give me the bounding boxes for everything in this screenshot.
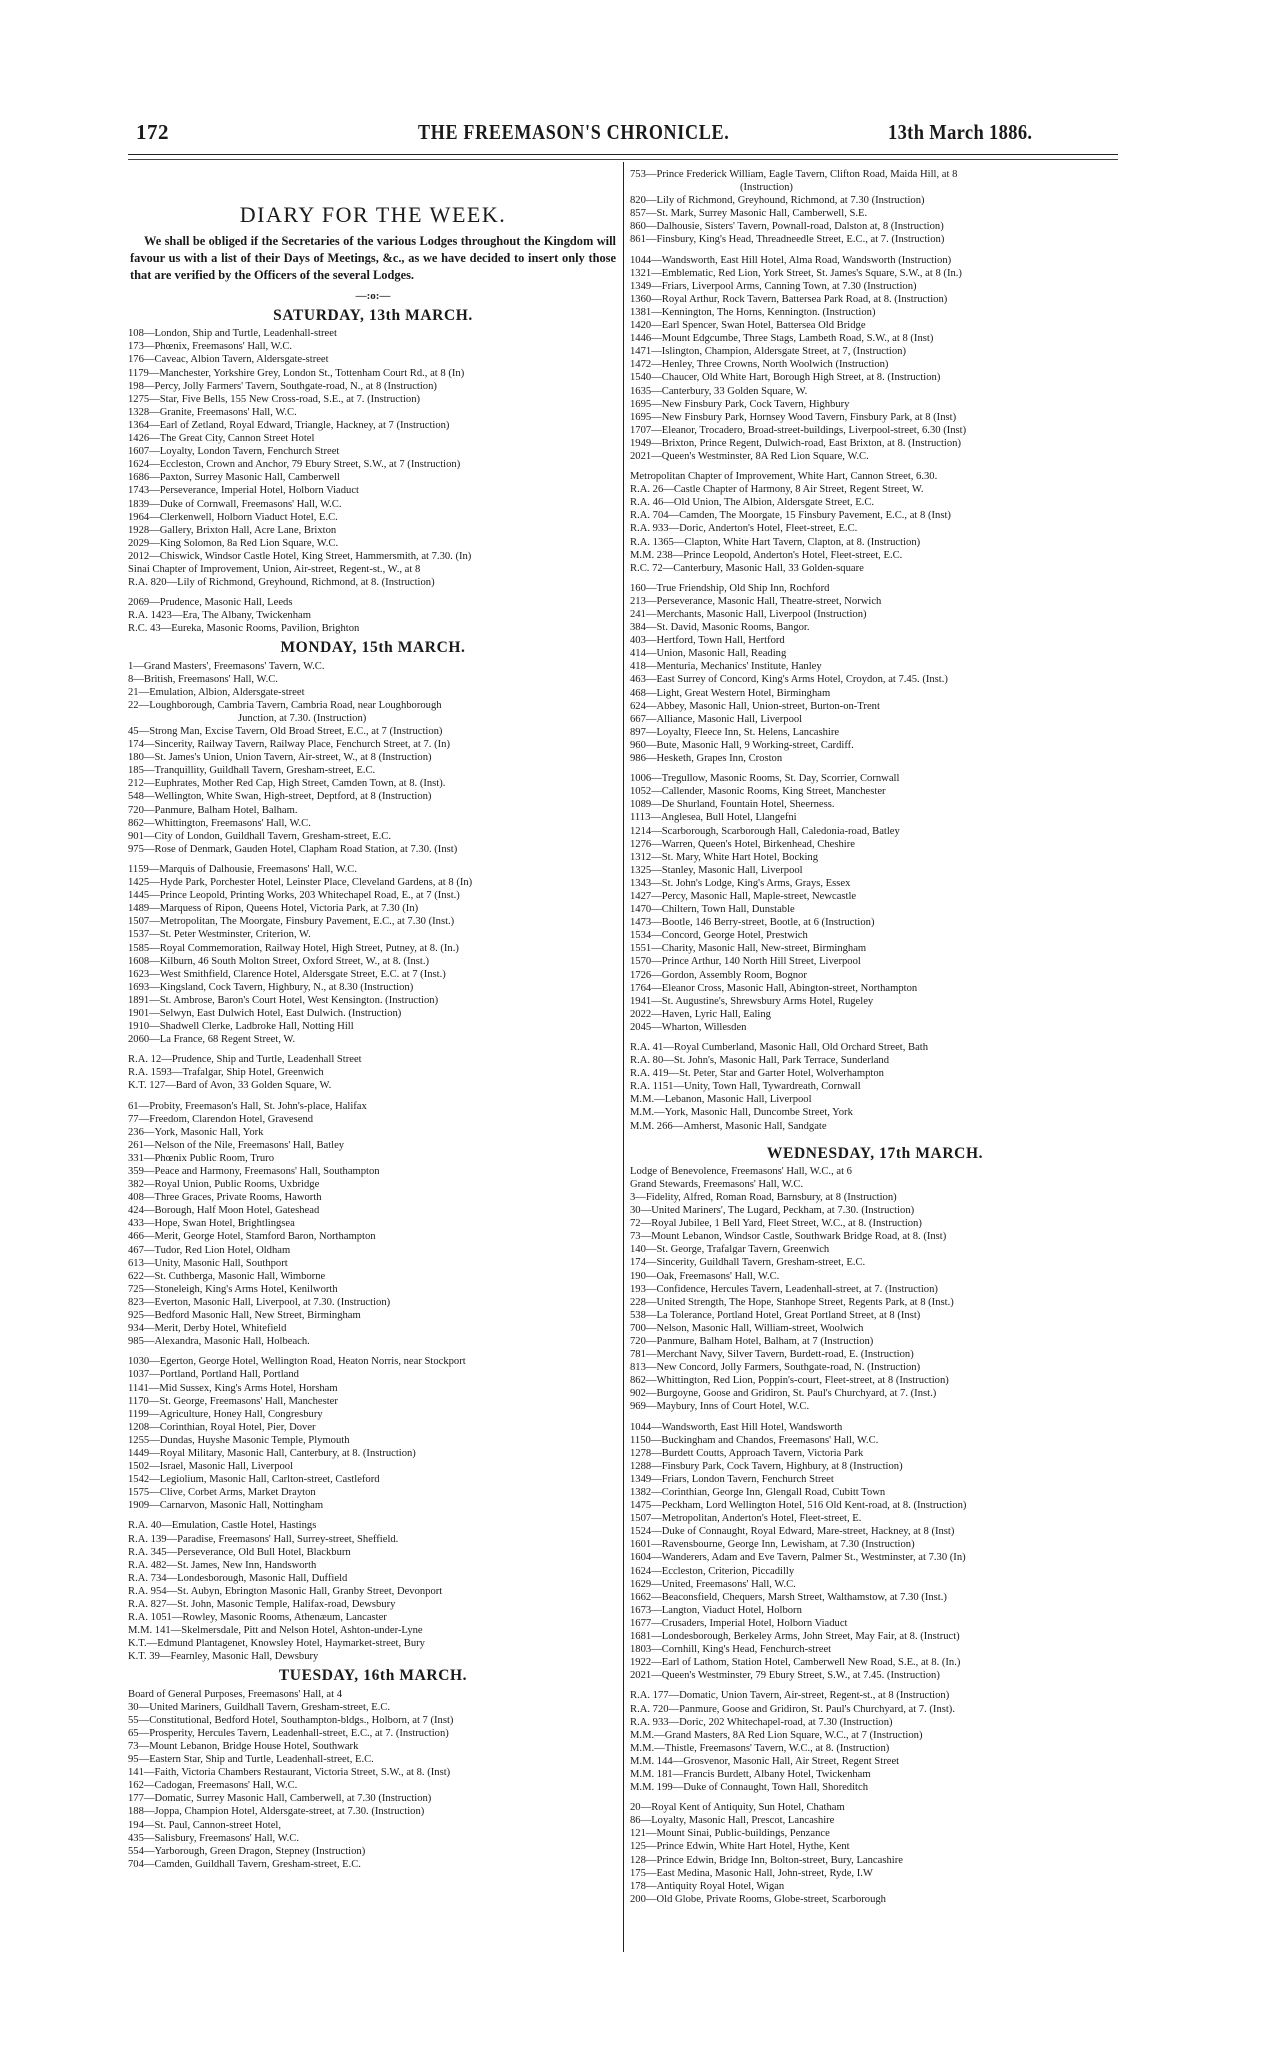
lodge-listing: 1472—Henley, Three Crowns, North Woolwich (Instruction)	[630, 359, 889, 371]
lodge-listing: R.A. 46—Old Union, The Albion, Aldersgate Street, E.C.	[630, 497, 875, 509]
lodge-listing: Junction, at 7.30. (Instruction)	[238, 712, 367, 724]
lodge-listing: R.A. 177—Domatic, Union Tavern, Air-street, Regent-st., at 8 (Instruction)	[630, 1690, 950, 1702]
lodge-listing: Grand Stewards, Freemasons' Hall, W.C.	[630, 1178, 804, 1190]
lodge-listing: 30—United Mariners, Guildhall Tavern, Gresham-street, E.C.	[128, 1701, 391, 1713]
lodge-listing: 121—Mount Sinai, Public-buildings, Penzance	[630, 1828, 830, 1840]
diary-intro: We shall be obliged if the Secretaries of the various Lodges throughout the Kingdom will favour us with a list of their Days of Meetings, &c., as we have decided to insert only those that are verified by the Officers of the several Lodges.	[130, 234, 616, 283]
group-gap	[630, 575, 1120, 582]
lodge-listing: 1662—Beaconsfield, Chequers, Marsh Street, Walthamstow, at 7.30 (Inst.)	[630, 1591, 947, 1603]
lodge-listing: R.A. 933—Doric, 202 Whitechapel-road, at 7.30 (Instruction)	[630, 1716, 893, 1728]
lodge-listing: (Instruction)	[740, 182, 793, 194]
lodge-listing: R.A. 1151—Unity, Town Hall, Tywardreath, Cornwall	[630, 1081, 861, 1093]
lodge-listing: 1349—Friars, London Tavern, Fenchurch Street	[630, 1473, 834, 1485]
lodge-listing: 175—East Medina, Masonic Hall, John-street, Ryde, I.W	[630, 1867, 873, 1879]
lodge-listing: 331—Phœnix Public Room, Truro	[128, 1152, 274, 1164]
lodge-listing: 820—Lily of Richmond, Greyhound, Richmond, at 7.30 (Instruction)	[630, 195, 925, 207]
lodge-listing: 55—Constitutional, Bedford Hotel, Southampton-bldgs., Holborn, at 7 (Inst)	[128, 1714, 454, 1726]
lodge-listing: 1006—Tregullow, Masonic Rooms, St. Day, Scorrier, Cornwall	[630, 773, 900, 785]
lodge-listing: R.A. 933—Doric, Anderton's Hotel, Fleet-street, E.C.	[630, 523, 858, 535]
group-gap	[630, 1794, 1120, 1801]
lodge-listing: 985—Alexandra, Masonic Hall, Holbeach.	[128, 1336, 310, 1348]
lodge-listing: 213—Perseverance, Masonic Hall, Theatre-street, Norwich	[630, 595, 882, 607]
lodge-listing: 622—St. Cuthberga, Masonic Hall, Wimborne	[128, 1270, 326, 1282]
lodge-listing: 2012—Chiswick, Windsor Castle Hotel, King Street, Hammersmith, at 7.30. (In)	[128, 550, 472, 562]
lodge-listing: 1743—Perseverance, Imperial Hotel, Holborn Viaduct	[128, 485, 359, 497]
lodge-listing: 141—Faith, Victoria Chambers Restaurant, Victoria Street, S.W., at 8. (Inst)	[128, 1767, 451, 1779]
lodge-listing: 667—Alliance, Masonic Hall, Liverpool	[630, 713, 803, 725]
lodge-listing: 30—United Mariners', The Lugard, Peckham, at 7.30. (Instruction)	[630, 1205, 915, 1217]
lodge-listing: 902—Burgoyne, Goose and Gridiron, St. Paul's Churchyard, at 7. (Inst.)	[630, 1388, 937, 1400]
lodge-listing: R.C. 72—Canterbury, Masonic Hall, 33 Golden-square	[630, 562, 864, 574]
lodge-listing: R.A. 734—Londesborough, Masonic Hall, Duffield	[128, 1572, 348, 1584]
lodge-listing: 236—York, Masonic Hall, York	[128, 1126, 264, 1138]
lodge-listing: 1470—Chiltern, Town Hall, Dunstable	[630, 904, 795, 916]
lodge-listing: 725—Stoneleigh, King's Arms Hotel, Kenilworth	[128, 1283, 338, 1295]
lodge-listing: 1208—Corinthian, Royal Hotel, Pier, Dover	[128, 1421, 316, 1433]
lodge-listing: 1089—De Shurland, Fountain Hotel, Sheerness.	[630, 799, 835, 811]
lodge-listing: 897—Loyalty, Fleece Inn, St. Helens, Lancashire	[630, 726, 840, 738]
lodge-listing: 1426—The Great City, Cannon Street Hotel	[128, 433, 315, 445]
group-gap	[630, 463, 1120, 470]
group-gap	[128, 856, 618, 863]
lodge-listing: 1255—Dundas, Huyshe Masonic Temple, Plymouth	[128, 1434, 350, 1446]
lodge-listing: 403—Hertford, Town Hall, Hertford	[630, 635, 785, 647]
lodge-listing: 960—Bute, Masonic Hall, 9 Working-street, Cardiff.	[630, 739, 854, 751]
day-heading-tuesday: TUESDAY, 16th MARCH.	[278, 1667, 468, 1685]
lodge-listing: 1677—Crusaders, Imperial Hotel, Holborn Viaduct	[630, 1617, 848, 1629]
lodge-listing: 21—Emulation, Albion, Aldersgate-street	[128, 686, 305, 698]
lodge-listing: 1159—Marquis of Dalhousie, Freemasons' Hall, W.C.	[128, 863, 357, 875]
lodge-listing: R.A. 40—Emulation, Castle Hotel, Hastings	[128, 1520, 317, 1532]
lodge-listing: K.T. 39—Fearnley, Masonic Hall, Dewsbury	[128, 1651, 319, 1663]
lodge-listing: 194—St. Paul, Cannon-street Hotel,	[128, 1819, 282, 1831]
lodge-listing: 1726—Gordon, Assembly Room, Bognor	[630, 969, 807, 981]
lodge-listing: 73—Mount Lebanon, Windsor Castle, Southwark Bridge Road, at 8. (Inst)	[630, 1231, 947, 1243]
lodge-listing: 1445—Prince Leopold, Printing Works, 203 Whitechapel Road, E., at 7 (Inst.)	[128, 890, 460, 902]
lodge-listing: 174—Sincerity, Guildhall Tavern, Gresham-street, E.C.	[630, 1257, 866, 1269]
lodge-listing: 466—Merit, George Hotel, Stamford Baron, Northampton	[128, 1231, 376, 1243]
lodge-listing: 1624—Eccleston, Criterion, Piccadilly	[630, 1565, 795, 1577]
lodge-listing: R.A. 26—Castle Chapter of Harmony, 8 Air Street, Regent Street, W.	[630, 484, 924, 496]
lodge-listing: 925—Bedford Masonic Hall, New Street, Birmingham	[128, 1310, 361, 1322]
lodge-listing: 1381—Kennington, The Horns, Kennington. (Instruction)	[630, 306, 876, 318]
lodge-listing: 704—Camden, Guildhall Tavern, Gresham-street, E.C.	[128, 1858, 361, 1870]
lodge-listing: 1524—Duke of Connaught, Royal Edward, Mare-street, Hackney, at 8 (Inst)	[630, 1526, 955, 1538]
lodge-listing: 1910—Shadwell Clerke, Ladbroke Hall, Notting Hill	[128, 1021, 354, 1033]
lodge-listing: 173—Phœnix, Freemasons' Hall, W.C.	[128, 341, 293, 353]
lodge-listing: 1382—Corinthian, George Inn, Glengall Road, Cubitt Town	[630, 1487, 886, 1498]
lodge-listing: 1141—Mid Sussex, King's Arms Hotel, Horsham	[128, 1382, 338, 1394]
lodge-listing: M.M.—Lebanon, Masonic Hall, Liverpool	[630, 1094, 812, 1106]
diary-title: DIARY FOR THE WEEK.	[239, 202, 507, 227]
lodge-listing: 613—Unity, Masonic Hall, Southport	[128, 1257, 288, 1269]
lodge-listing: M.M. 141—Skelmersdale, Pitt and Nelson Hotel, Ashton-under-Lyne	[128, 1625, 423, 1637]
lodge-listing: R.A. 820—Lily of Richmond, Greyhound, Richmond, at 8. (Instruction)	[128, 577, 435, 589]
lodge-listing: 8—British, Freemasons' Hall, W.C.	[128, 673, 278, 685]
lodge-listing: R.A. 80—St. John's, Masonic Hall, Park Terrace, Sunderland	[630, 1055, 890, 1067]
lodge-listing: 435—Salisbury, Freemasons' Hall, W.C.	[128, 1832, 300, 1844]
lodge-listing: 1179—Manchester, Yorkshire Grey, London St., Tottenham Court Rd., at 8 (In)	[128, 367, 465, 379]
lodge-listing: 1601—Ravensbourne, George Inn, Lewisham, at 7.30 (Instruction)	[630, 1539, 915, 1551]
lodge-listing: 1635—Canterbury, 33 Golden Square, W.	[630, 385, 808, 397]
lodge-listing: 1489—Marquess of Ripon, Queens Hotel, Victoria Park, at 7.30 (In)	[128, 903, 419, 915]
lodge-listing: 1044—Wandsworth, East Hill Hotel, Alma Road, Wandsworth (Instruction)	[630, 254, 952, 266]
lodge-listing: 198—Percy, Jolly Farmers' Tavern, Southgate-road, N., at 8 (Instruction)	[128, 380, 437, 392]
lodge-listing: 1540—Chaucer, Old White Hart, Borough High Street, at 8. (Instruction)	[630, 372, 941, 384]
lodge-listing: 1044—Wandsworth, East Hill Hotel, Wandsworth	[630, 1421, 843, 1433]
lodge-listing: M.M. 181—Francis Burdett, Albany Hotel, Twickenham	[630, 1768, 871, 1780]
lodge-listing: 384—St. David, Masonic Rooms, Bangor.	[630, 622, 810, 634]
lodge-listing: 1623—West Smithfield, Clarence Hotel, Aldersgate Street, E.C. at 7 (Inst.)	[128, 968, 446, 980]
lodge-listing: 468—Light, Great Western Hotel, Birmingham	[630, 687, 831, 699]
lodge-listing: 1673—Langton, Viaduct Hotel, Holborn	[630, 1604, 802, 1616]
lodge-listing: M.M. 199—Duke of Connaught, Town Hall, Shoreditch	[630, 1782, 868, 1794]
lodge-listing: 862—Whittington, Freemasons' Hall, W.C.	[128, 817, 311, 829]
lodge-listing: 700—Nelson, Masonic Hall, William-street, Woolwich	[630, 1322, 864, 1334]
lodge-listing: 95—Eastern Star, Ship and Turtle, Leadenhall-street, E.C.	[128, 1754, 374, 1766]
lodge-listing: 1312—St. Mary, White Hart Hotel, Bocking	[630, 851, 819, 863]
lodge-listing: 1839—Duke of Cornwall, Freemasons' Hall, W.C.	[128, 498, 342, 510]
lodge-listing: 624—Abbey, Masonic Hall, Union-street, Burton-on-Trent	[630, 700, 880, 712]
lodge-listing: 424—Borough, Half Moon Hotel, Gateshead	[128, 1205, 320, 1217]
lodge-listing: 108—London, Ship and Turtle, Leadenhall-street	[128, 328, 337, 340]
lodge-listing: 1608—Kilburn, 46 South Molton Street, Oxford Street, W., at 8. (Inst.)	[128, 955, 430, 967]
lodge-listing: 1764—Eleanor Cross, Masonic Hall, Abington-street, Northampton	[630, 982, 918, 994]
lodge-listing: 20—Royal Kent of Antiquity, Sun Hotel, Chatham	[630, 1802, 845, 1814]
saturday-listings	[128, 327, 618, 635]
lodge-listing: 975—Rose of Denmark, Gauden Hotel, Clapham Road Station, at 7.30. (Inst)	[128, 843, 458, 855]
lodge-listing: 185—Tranquillity, Guildhall Tavern, Gresham-street, E.C.	[128, 765, 376, 777]
lodge-listing: 1707—Eleanor, Trocadero, Broad-street-buildings, Liverpool-street, 6.30 (Inst)	[630, 424, 967, 436]
lodge-listing: R.A. 1593—Trafalgar, Ship Hotel, Greenwich	[128, 1067, 324, 1079]
lodge-listing: 1321—Emblematic, Red Lion, York Street, St. James's Square, S.W., at 8 (In.)	[630, 267, 962, 279]
group-gap	[128, 589, 618, 596]
lodge-listing: 3—Fidelity, Alfred, Roman Road, Barnsbury, at 8 (Instruction)	[630, 1191, 897, 1203]
lodge-listing: 160—True Friendship, Old Ship Inn, Rochford	[630, 582, 830, 594]
group-gap	[128, 1046, 618, 1053]
lodge-listing: 1449—Royal Military, Masonic Hall, Canterbury, at 8. (Instruction)	[128, 1447, 416, 1459]
lodge-listing: 1964—Clerkenwell, Holborn Viaduct Hotel, E.C.	[128, 511, 338, 523]
lodge-listing: 720—Panmure, Balham Hotel, Balham, at 7 (Instruction)	[630, 1335, 874, 1347]
lodge-listing: 1150—Buckingham and Chandos, Freemasons' Hall, W.C.	[630, 1434, 879, 1446]
lodge-listing: 1507—Metropolitan, Anderton's Hotel, Fleet-street, E.	[630, 1513, 862, 1525]
lodge-listing: 823—Everton, Masonic Hall, Liverpool, at 7.30. (Instruction)	[128, 1296, 391, 1308]
lodge-listing: 1343—St. John's Lodge, King's Arms, Grays, Essex	[630, 877, 851, 889]
lodge-listing: 1420—Earl Spencer, Swan Hotel, Battersea Old Bridge	[630, 320, 866, 332]
lodge-listing: 188—Joppa, Champion Hotel, Aldersgate-street, at 7.30. (Instruction)	[128, 1806, 425, 1818]
lodge-listing: 1—Grand Masters', Freemasons' Tavern, W.C.	[128, 660, 325, 672]
lodge-listing: 1909—Carnarvon, Masonic Hall, Nottingham	[128, 1500, 324, 1512]
lodge-listing: 414—Union, Masonic Hall, Reading	[630, 648, 787, 660]
lodge-listing: 1199—Agriculture, Honey Hall, Congresbury	[128, 1408, 323, 1420]
day-heading-monday: MONDAY, 15th MARCH.	[280, 639, 466, 657]
lodge-listing: R.A. 720—Panmure, Goose and Gridiron, St. Paul's Churchyard, at 7. (Inst).	[630, 1703, 955, 1715]
lodge-listing: 720—Panmure, Balham Hotel, Balham.	[128, 804, 298, 816]
tuesday-listings-continued	[630, 168, 1120, 1133]
left-column	[128, 168, 618, 1871]
lodge-listing: 1941—St. Augustine's, Shrewsbury Arms Hotel, Rugeley	[630, 995, 874, 1007]
lodge-listing: 1607—Loyalty, London Tavern, Fenchurch Street	[128, 446, 340, 458]
lodge-listing: 125—Prince Edwin, White Hart Hotel, Hythe, Kent	[630, 1841, 850, 1853]
lodge-listing: 1113—Anglesea, Bull Hotel, Llangefni	[630, 812, 797, 824]
lodge-listing: 359—Peace and Harmony, Freemasons' Hall, Southampton	[128, 1166, 380, 1177]
lodge-listing: M.M.—Grand Masters, 8A Red Lion Square, W.C., at 7 (Instruction)	[630, 1729, 923, 1741]
lodge-listing: 1275—Star, Five Bells, 155 New Cross-road, S.E., at 7. (Instruction)	[128, 393, 421, 405]
lodge-listing: 418—Menturia, Mechanics' Institute, Hanley	[630, 661, 822, 673]
lodge-listing: 901—City of London, Guildhall Tavern, Gresham-street, E.C.	[128, 830, 391, 842]
lodge-listing: 1537—St. Peter Westminster, Criterion, W.	[128, 929, 311, 941]
lodge-listing: 2069—Prudence, Masonic Hall, Leeds	[128, 597, 293, 609]
lodge-listing: 180—St. James's Union, Union Tavern, Air-street, W., at 8 (Instruction)	[128, 752, 432, 764]
lodge-listing: 1471—Islington, Champion, Aldersgate Street, at 7, (Instruction)	[630, 346, 906, 358]
lodge-listing: 467—Tudor, Red Lion Hotel, Oldham	[128, 1244, 291, 1256]
lodge-listing: 1575—Clive, Corbet Arms, Market Drayton	[128, 1487, 316, 1499]
lodge-listing: 1585—Royal Commemoration, Railway Hotel, High Street, Putney, at 8. (In.)	[128, 942, 459, 954]
lodge-listing: 862—Whittington, Red Lion, Poppin's-court, Fleet-street, at 8 (Instruction)	[630, 1375, 949, 1387]
lodge-listing: 1686—Paxton, Surrey Masonic Hall, Camberwell	[128, 472, 340, 484]
lodge-listing: 1803—Cornhill, King's Head, Fenchurch-street	[630, 1644, 832, 1656]
group-gap	[630, 1034, 1120, 1041]
lodge-listing: 1364—Earl of Zetland, Royal Edward, Triangle, Hackney, at 7 (Instruction)	[128, 419, 450, 431]
lodge-listing: 813—New Concord, Jolly Farmers, Southgate-road, N. (Instruction)	[630, 1362, 921, 1374]
lodge-listing: 200—Old Globe, Private Rooms, Globe-street, Scarborough	[630, 1893, 886, 1905]
lodge-listing: 1542—Legiolium, Masonic Hall, Carlton-street, Castleford	[128, 1474, 380, 1486]
lodge-listing: M.M. 266—Amherst, Masonic Hall, Sandgate	[630, 1120, 827, 1132]
lodge-listing: Sinai Chapter of Improvement, Union, Air-street, Regent-st., W., at 8	[128, 563, 421, 575]
tuesday-listings	[128, 1688, 618, 1871]
lodge-listing: Board of General Purposes, Freemasons' Hall, at 4	[128, 1688, 343, 1700]
lodge-listing: M.M. 238—Prince Leopold, Anderton's Hotel, Fleet-street, E.C.	[630, 549, 903, 561]
lodge-listing: 177—Domatic, Surrey Masonic Hall, Camberwell, at 7.30 (Instruction)	[128, 1793, 432, 1805]
lodge-listing: 1570—Prince Arthur, 140 North Hill Street, Liverpool	[630, 956, 861, 968]
lodge-listing: 2060—La France, 68 Regent Street, W.	[128, 1034, 296, 1046]
header-rule	[128, 154, 1118, 160]
lodge-listing: 463—East Surrey of Concord, King's Arms Hotel, Croydon, at 7.45. (Inst.)	[630, 674, 948, 686]
lodge-listing: 753—Prince Frederick William, Eagle Tavern, Clifton Road, Maida Hill, at 8	[630, 169, 958, 180]
lodge-listing: 1325—Stanley, Masonic Hall, Liverpool	[630, 864, 803, 876]
lodge-listing: 1693—Kingsland, Cock Tavern, Highbury, N., at 8.30 (Instruction)	[128, 981, 414, 993]
lodge-listing: 781—Merchant Navy, Silver Tavern, Burdett-road, E. (Instruction)	[630, 1349, 914, 1361]
lodge-listing: 2022—Haven, Lyric Hall, Ealing	[630, 1008, 771, 1020]
lodge-listing: 228—United Strength, The Hope, Stanhope Street, Regents Park, at 8 (Inst.)	[630, 1296, 954, 1308]
group-gap	[630, 247, 1120, 254]
lodge-listing: 986—Hesketh, Grapes Inn, Croston	[630, 753, 783, 765]
issue-date: 13th March 1886.	[888, 120, 1033, 144]
lodge-listing: 1425—Hyde Park, Porchester Hotel, Leinster Place, Cleveland Gardens, at 8 (In)	[128, 877, 473, 889]
lodge-listing: 1695—New Finsbury Park, Hornsey Wood Tavern, Finsbury Park, at 8 (Inst)	[630, 411, 957, 423]
lodge-listing: 140—St. George, Trafalgar Tavern, Greenwich	[630, 1244, 830, 1256]
lodge-listing: 2021—Queen's Westminster, 8A Red Lion Square, W.C.	[630, 450, 869, 462]
lodge-listing: 433—Hope, Swan Hotel, Brightlingsea	[128, 1218, 295, 1230]
lodge-listing: R.A. 1423—Era, The Albany, Twickenham	[128, 610, 311, 622]
lodge-listing: 45—Strong Man, Excise Tavern, Old Broad Street, E.C., at 7 (Instruction)	[128, 726, 443, 737]
lodge-listing: 2021—Queen's Westminster, 79 Ebury Street, S.W., at 7.45. (Instruction)	[630, 1670, 940, 1682]
lodge-listing: M.M.—Thistle, Freemasons' Tavern, W.C., at 8. (Instruction)	[630, 1742, 890, 1754]
lodge-listing: 1473—Bootle, 146 Berry-street, Bootle, at 6 (Instruction)	[630, 917, 875, 929]
lodge-listing: 1170—St. George, Freemasons' Hall, Manchester	[128, 1395, 338, 1407]
lodge-listing: R.A. 704—Camden, The Moorgate, 15 Finsbury Pavement, E.C., at 8 (Inst)	[630, 510, 951, 522]
lodge-listing: 1507—Metropolitan, The Moorgate, Finsbury Pavement, E.C., at 7.30 (Inst.)	[128, 916, 455, 928]
lodge-listing: 861—Finsbury, King's Head, Threadneedle Street, E.C., at 7. (Instruction)	[630, 234, 945, 246]
lodge-listing: R.A. 482—St. James, New Inn, Handsworth	[128, 1559, 317, 1571]
lodge-listing: 1475—Peckham, Lord Wellington Hotel, 516 Old Kent-road, at 8. (Instruction)	[630, 1500, 967, 1512]
lodge-listing: 1502—Israel, Masonic Hall, Liverpool	[128, 1461, 294, 1473]
lodge-listing: 1534—Concord, George Hotel, Prestwich	[630, 930, 808, 942]
day-heading-saturday: SATURDAY, 13th MARCH.	[273, 307, 473, 325]
page-number: 172	[136, 120, 169, 144]
publication-title: THE FREEMASON'S CHRONICLE.	[418, 120, 730, 144]
lodge-listing: 1276—Warren, Queen's Hotel, Birkenhead, Cheshire	[630, 838, 855, 850]
right-column	[630, 168, 1120, 1906]
lodge-listing: K.T.—Edmund Plantagenet, Knowsley Hotel, Haymarket-street, Bury	[128, 1638, 425, 1650]
lodge-listing: 73—Mount Lebanon, Bridge House Hotel, Southwark	[128, 1740, 359, 1752]
lodge-listing: 1891—St. Ambrose, Baron's Court Hotel, West Kensington. (Instruction)	[128, 994, 439, 1006]
lodge-listing: 261—Nelson of the Nile, Freemasons' Hall, Batley	[128, 1139, 345, 1151]
lodge-listing: 193—Confidence, Hercules Tavern, Leadenhall-street, at 7. (Instruction)	[630, 1283, 938, 1295]
lodge-listing: 554—Yarborough, Green Dragon, Stepney (Instruction)	[128, 1845, 366, 1857]
lodge-listing: K.T. 127—Bard of Avon, 33 Golden Square, W.	[128, 1080, 332, 1092]
column-divider	[623, 162, 624, 1952]
lodge-listing: 190—Oak, Freemasons' Hall, W.C.	[630, 1270, 780, 1282]
lodge-listing: 382—Royal Union, Public Rooms, Uxbridge	[128, 1179, 320, 1191]
lodge-listing: M.M. 144—Grosvenor, Masonic Hall, Air Street, Regent Street	[630, 1755, 900, 1767]
lodge-listing: 22—Loughborough, Cambria Tavern, Cambria Road, near Loughborough	[128, 699, 442, 711]
lodge-listing: 538—La Tolerance, Portland Hotel, Great Portland Street, at 8 (Inst)	[630, 1309, 921, 1321]
lodge-listing: 72—Royal Jubilee, 1 Bell Yard, Fleet Street, W.C., at 8. (Instruction)	[630, 1218, 922, 1230]
newspaper-page	[128, 118, 1118, 1905]
lodge-listing: 548—Wellington, White Swan, High-street, Deptford, at 8 (Instruction)	[128, 791, 432, 803]
lodge-listing: R.A. 12—Prudence, Ship and Turtle, Leadenhall Street	[128, 1054, 362, 1066]
lodge-listing: R.C. 43—Eureka, Masonic Rooms, Pavilion, Brighton	[128, 623, 360, 635]
lodge-listing: 1604—Wanderers, Adam and Eve Tavern, Palmer St., Westminster, at 7.30 (In)	[630, 1552, 966, 1564]
lodge-listing: R.A. 1051—Rowley, Masonic Rooms, Athenæum, Lancaster	[128, 1612, 387, 1624]
lodge-listing: R.A. 419—St. Peter, Star and Garter Hotel, Wolverhampton	[630, 1068, 884, 1080]
lodge-listing: 934—Merit, Derby Hotel, Whitefield	[128, 1323, 287, 1335]
lodge-listing: 1214—Scarborough, Scarborough Hall, Caledonia-road, Batley	[630, 825, 900, 837]
lodge-listing: 1349—Friars, Liverpool Arms, Canning Town, at 7.30 (Instruction)	[630, 280, 917, 292]
day-heading-wednesday: WEDNESDAY, 17th MARCH.	[766, 1144, 984, 1162]
lodge-listing: 1446—Mount Edgcumbe, Three Stags, Lambeth Road, S.W., at 8 (Inst)	[630, 333, 934, 345]
lodge-listing: 2029—King Solomon, 8a Red Lion Square, W.C.	[128, 537, 339, 549]
lodge-listing: 969—Maybury, Inns of Court Hotel, W.C.	[630, 1401, 810, 1413]
lodge-listing: 857—St. Mark, Surrey Masonic Hall, Camberwell, S.E.	[630, 208, 868, 220]
group-gap	[128, 1348, 618, 1355]
lodge-listing: 128—Prince Edwin, Bridge Inn, Bolton-street, Bury, Lancashire	[630, 1854, 903, 1866]
group-gap	[128, 1512, 618, 1519]
lodge-listing: 212—Euphrates, Mother Red Cap, High Street, Camden Town, at 8. (Inst).	[128, 778, 446, 790]
lodge-listing: 162—Cadogan, Freemasons' Hall, W.C.	[128, 1780, 298, 1792]
lodge-listing: 1328—Granite, Freemasons' Hall, W.C.	[128, 406, 297, 418]
lodge-listing: 1922—Earl of Lathom, Station Hotel, Camberwell New Road, S.E., at 8. (In.)	[630, 1657, 961, 1669]
lodge-listing: 1624—Eccleston, Crown and Anchor, 79 Ebury Street, S.W., at 7 (Instruction)	[128, 459, 461, 471]
lodge-listing: 1360—Royal Arthur, Rock Tavern, Battersea Park Road, at 8. (Instruction)	[630, 293, 948, 305]
lodge-listing: 241—Merchants, Masonic Hall, Liverpool (Instruction)	[630, 609, 867, 620]
lodge-listing: R.A. 827—St. John, Masonic Temple, Halifax-road, Dewsbury	[128, 1599, 396, 1610]
lodge-listing: 65—Prosperity, Hercules Tavern, Leadenhall-street, E.C., at 7. (Instruction)	[128, 1727, 449, 1739]
group-gap	[128, 1093, 618, 1100]
lodge-listing: M.M.—York, Masonic Hall, Duncombe Street, York	[630, 1107, 853, 1119]
lodge-listing: Lodge of Benevolence, Freemasons' Hall, W.C., at 6	[630, 1165, 852, 1177]
lodge-listing: 1681—Londesborough, Berkeley Arms, John Street, May Fair, at 8. (Instruct)	[630, 1631, 960, 1643]
lodge-listing: R.A. 41—Royal Cumberland, Masonic Hall, Old Orchard Street, Bath	[630, 1042, 929, 1053]
lodge-listing: 176—Caveac, Albion Tavern, Aldersgate-street	[128, 354, 329, 366]
lodge-listing: 1901—Selwyn, East Dulwich Hotel, East Dulwich. (Instruction)	[128, 1007, 402, 1019]
group-gap	[630, 1414, 1120, 1421]
group-gap	[630, 765, 1120, 772]
lodge-listing: R.A. 954—St. Aubyn, Ebrington Masonic Hall, Granby Street, Devonport	[128, 1585, 443, 1597]
lodge-listing: 1629—United, Freemasons' Hall, W.C.	[630, 1578, 796, 1590]
lodge-listing: 1928—Gallery, Brixton Hall, Acre Lane, Brixton	[128, 524, 337, 536]
lodge-listing: 86—Loyalty, Masonic Hall, Prescot, Lancashire	[630, 1815, 835, 1827]
monday-listings	[128, 660, 618, 1664]
lodge-listing: 1052—Callender, Masonic Rooms, King Street, Manchester	[630, 786, 886, 798]
lodge-listing: Metropolitan Chapter of Improvement, White Hart, Cannon Street, 6.30.	[630, 471, 938, 483]
lodge-listing: 2045—Wharton, Willesden	[630, 1021, 747, 1033]
lodge-listing: 1288—Finsbury Park, Cock Tavern, Highbury, at 8 (Instruction)	[630, 1460, 903, 1472]
lodge-listing: 174—Sincerity, Railway Tavern, Railway Place, Fenchurch Street, at 7. (In)	[128, 739, 450, 751]
wednesday-listings	[630, 1165, 1120, 1906]
lodge-listing: 860—Dalhousie, Sisters' Tavern, Pownall-road, Dalston at, 8 (Instruction)	[630, 221, 944, 233]
lodge-listing: 61—Probity, Freemason's Hall, St. John's-place, Halifax	[128, 1100, 367, 1112]
lodge-listing: 408—Three Graces, Private Rooms, Haworth	[128, 1192, 322, 1204]
lodge-listing: 1427—Percy, Masonic Hall, Maple-street, Newcastle	[630, 890, 857, 902]
lodge-listing: R.A. 1365—Clapton, White Hart Tavern, Clapton, at 8. (Instruction)	[630, 536, 921, 548]
lodge-listing: 1037—Portland, Portland Hall, Portland	[128, 1369, 299, 1381]
lodge-listing: 1551—Charity, Masonic Hall, New-street, Birmingham	[630, 943, 867, 955]
lodge-listing: R.A. 345—Perseverance, Old Bull Hotel, Blackburn	[128, 1546, 351, 1558]
lodge-listing: 1030—Egerton, George Hotel, Wellington Road, Heaton Norris, near Stockport	[128, 1356, 466, 1368]
lodge-listing: 178—Antiquity Royal Hotel, Wigan	[630, 1880, 785, 1892]
lodge-listing: R.A. 139—Paradise, Freemasons' Hall, Surrey-street, Sheffield.	[128, 1533, 399, 1545]
masthead	[128, 118, 1118, 148]
ornament-divider: —:o:—	[355, 290, 391, 303]
lodge-listing: 1278—Burdett Coutts, Approach Tavern, Victoria Park	[630, 1447, 864, 1459]
lodge-listing: 1695—New Finsbury Park, Cock Tavern, Highbury	[630, 398, 850, 410]
lodge-listing: 77—Freedom, Clarendon Hotel, Gravesend	[128, 1113, 314, 1125]
lodge-listing: 1949—Brixton, Prince Regent, Dulwich-road, East Brixton, at 8. (Instruction)	[630, 437, 961, 449]
group-gap	[630, 1682, 1120, 1689]
